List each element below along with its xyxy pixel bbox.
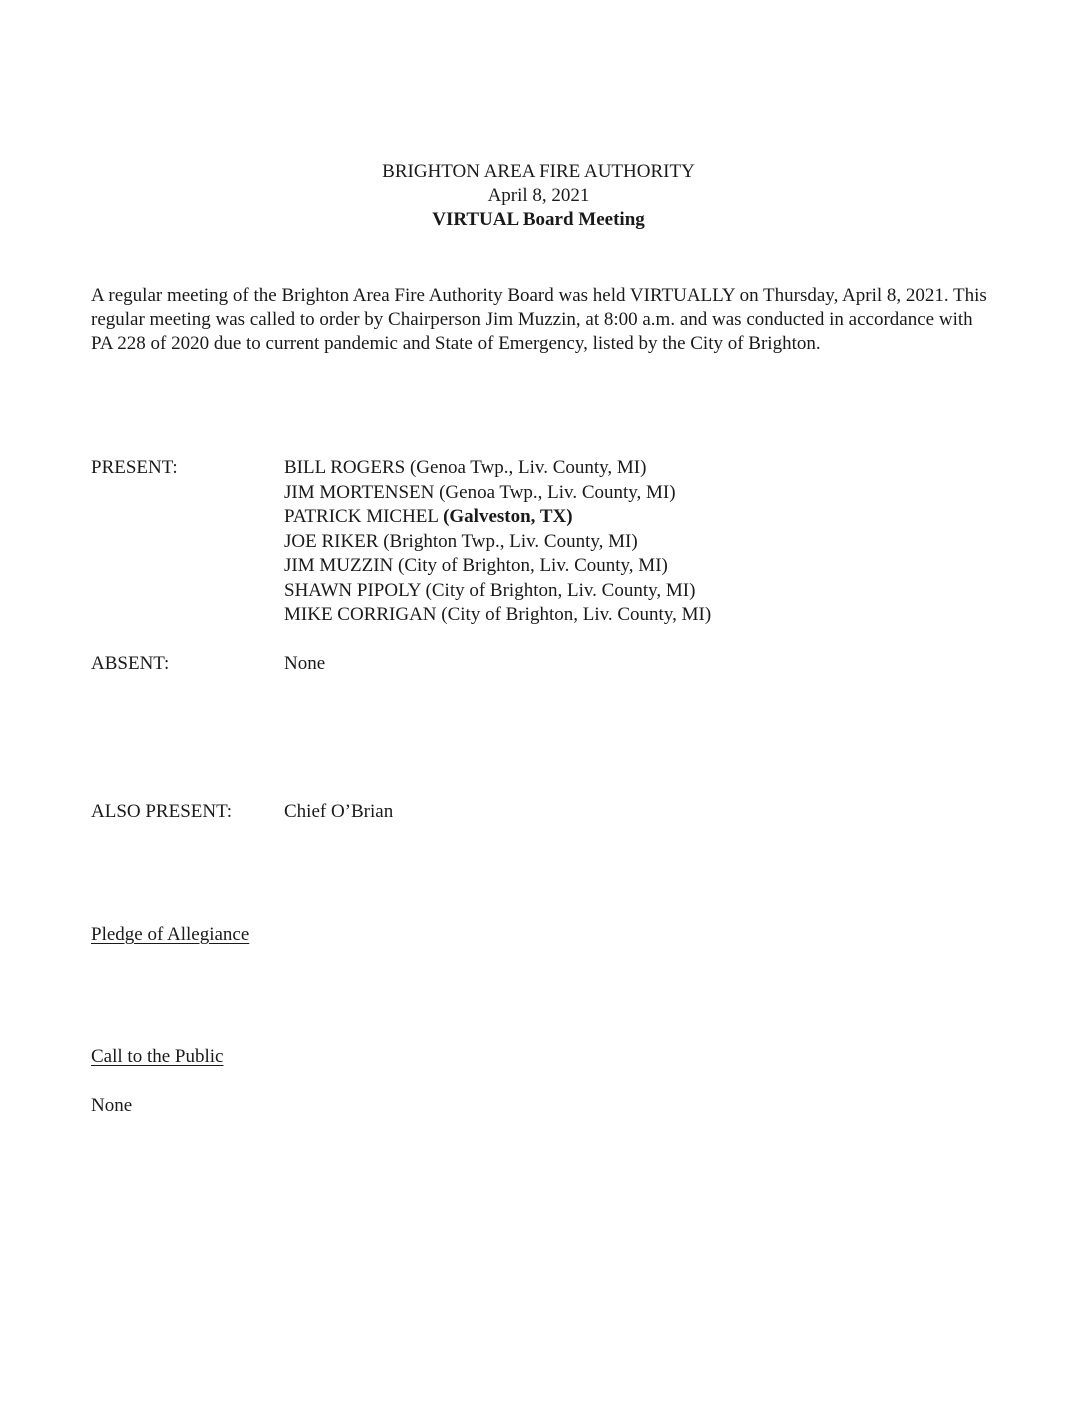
- call-to-public-heading: Call to the Public: [91, 1046, 224, 1067]
- present-member: PATRICK MICHEL (Galveston, TX): [284, 506, 573, 527]
- also-present-label: ALSO PRESENT:: [91, 801, 233, 822]
- also-present-value: Chief O’Brian: [284, 801, 394, 822]
- present-member: JOE RIKER (Brighton Twp., Liv. County, MI): [284, 530, 638, 552]
- present-member: MIKE CORRIGAN (City of Brighton, Liv. County, MI): [284, 604, 712, 625]
- present-member: JIM MORTENSEN (Genoa Twp., Liv. County, MI): [284, 481, 676, 503]
- absent-label: ABSENT:: [91, 653, 170, 674]
- present-member: SHAWN PIPOLY (City of Brighton, Liv. County, MI): [284, 579, 696, 601]
- meeting-type: VIRTUAL Board Meeting: [432, 209, 645, 230]
- present-list: [284, 456, 711, 628]
- call-to-public-value: None: [91, 1095, 133, 1116]
- intro-paragraph: A regular meeting of the Brighton Area Fire Authority Board was held VIRTUALLY on Thursday, April 8, 2021. This regular meeting was called to order by Chairperson Jim Muzzin, at 8:00 a.m. and was conducted in accordance with PA 228 of 2020 due to current pandemic and State of Emergency, listed by the City of Brighton.: [91, 285, 987, 354]
- pledge-heading: Pledge of Allegiance: [91, 924, 250, 945]
- organization-title: BRIGHTON AREA FIRE AUTHORITY: [382, 161, 695, 182]
- present-label: PRESENT:: [91, 457, 178, 478]
- present-member: BILL ROGERS (Genoa Twp., Liv. County, MI): [284, 457, 647, 478]
- document-header: [0, 160, 1077, 232]
- absent-value: None: [284, 653, 326, 674]
- meeting-date: April 8, 2021: [487, 185, 590, 206]
- present-member: JIM MUZZIN (City of Brighton, Liv. County, MI): [284, 555, 668, 576]
